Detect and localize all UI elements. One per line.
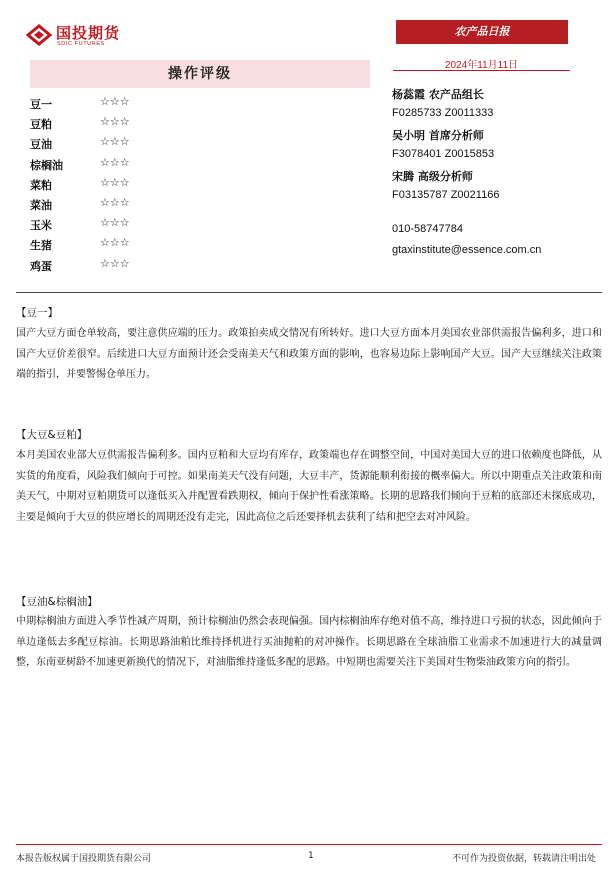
header-divider [393,70,570,71]
rating-commodity-name: 菜油 [30,199,52,212]
section-title-soybean-one: 【豆一】 [16,307,58,319]
report-date: 2024年11月11日 [445,60,519,71]
section-title-oils: 【豆油&棕榈油】 [16,596,98,608]
section-body-soybean-meal: 本月美国农业部大豆供需报告偏利多。国内豆粕和大豆均有库存，政策端也存在调整空间，中国对美国大豆的进口依赖度也降低，从实货的角度看，风险我们倾向于可控。如果南美天气没有问题，大豆丰产，货源能顺利衔接的概率偏大。所以中期重点关注政策和南美天气，中期对豆粕期货可以逢低买入并配置看跌期权，倾向于保护性看涨策略。长期的思路我们倾向于豆粕的底部还未探底成功，主要是倾向于大豆的供应增长的周期还没有走完，因此高位之后还要择机去获利了结和把空去对冲风险。 [16,450,602,523]
rating-stars: ☆☆☆ [100,115,130,129]
rating-commodity-name: 棕榈油 [30,158,63,172]
rating-row [30,96,150,114]
rating-stars: ☆☆☆ [100,135,130,149]
report-type-tag: 农产品日报 [396,20,568,44]
logo-mark-icon [26,24,52,46]
rating-commodity-name: 豆油 [30,138,52,152]
company-logo [26,22,186,48]
analyst-3-name: 宋腾 高级分析师 [392,170,473,183]
analyst-3-license: F03135787 Z0021166 [392,189,500,201]
rating-commodity-name: 豆粕 [30,118,52,132]
contact-phone: 010-58747784 [392,223,463,235]
rating-commodity-name: 豆一 [30,98,52,111]
rating-commodity-name: 菜粕 [30,178,52,192]
analyst-1-name: 杨蕊霞 农产品组长 [392,88,484,101]
rating-row [30,237,150,255]
rating-row [30,258,150,276]
rating-title: 操作评级 [30,60,370,88]
rating-stars: ☆☆☆ [100,256,130,270]
footer-disclaimer: 不可作为投资依据，转载请注明出处 [452,854,597,864]
footer-copyright: 本报告版权属于国投期货有限公司 [16,854,152,864]
section-body-soybean-one: 国产大豆方面仓单较高，要注意供应端的压力。政策拍卖成交情况有所转好。进口大豆方面本月美国农业部供需报告偏利多，进口和国产大豆价差很窄。后续进口大豆方面预计还会受南美天气和政策方面的影响，也容易边际上影响国产大豆。国产大豆继续关注政策端的指引，并要警惕仓单压力。 [16,328,602,380]
analyst-2-license: F3078401 Z0015853 [392,148,495,160]
rating-stars: ☆☆☆ [100,216,130,230]
rating-commodity-name: 生猪 [30,239,52,253]
rating-row [30,116,150,134]
contact-email: gtaxinstitute@essence.com.cn [392,244,542,256]
logo-subtext: SDIC FUTURES [57,41,105,47]
rating-commodity-name: 鸡蛋 [30,259,52,273]
rating-row [30,136,150,154]
section-title-soybean-meal: 【大豆&豆粕】 [16,429,88,441]
rating-row [30,197,150,215]
rating-row [30,217,150,235]
section-body-oils: 中期棕榈油方面进入季节性减产周期，预计棕榈油仍然会表现偏强。国内棕榈油库存绝对值不高，维持进口亏损的状态，因此倾向于单边逢低去多配豆棕油。长期思路油粕比维持择机进行买油抛粕的对冲操作。长期思路在全球油脂工业需求不加速进行大的减量调整，东南亚树龄不加速更新换代的情况下，对油脂维持逢低多配的思路。中短期也需要关注下美国对生物柴油政策方向的指引。 [16,616,602,668]
rating-stars: ☆☆☆ [100,95,130,108]
rating-stars: ☆☆☆ [100,175,130,189]
rating-row [30,177,150,195]
analyst-2-name: 吴小明 首席分析师 [392,129,484,142]
page-number: 1 [308,851,314,861]
analyst-1-license: F0285733 Z0011333 [392,107,494,119]
rating-row [30,157,150,175]
rating-stars: ☆☆☆ [100,236,130,250]
rating-commodity-name: 玉米 [30,219,52,233]
section-divider [16,292,602,293]
rating-stars: ☆☆☆ [100,155,130,169]
logo-text: 国投期货 [56,24,121,42]
rating-stars: ☆☆☆ [100,196,130,209]
footer-divider [16,844,602,845]
